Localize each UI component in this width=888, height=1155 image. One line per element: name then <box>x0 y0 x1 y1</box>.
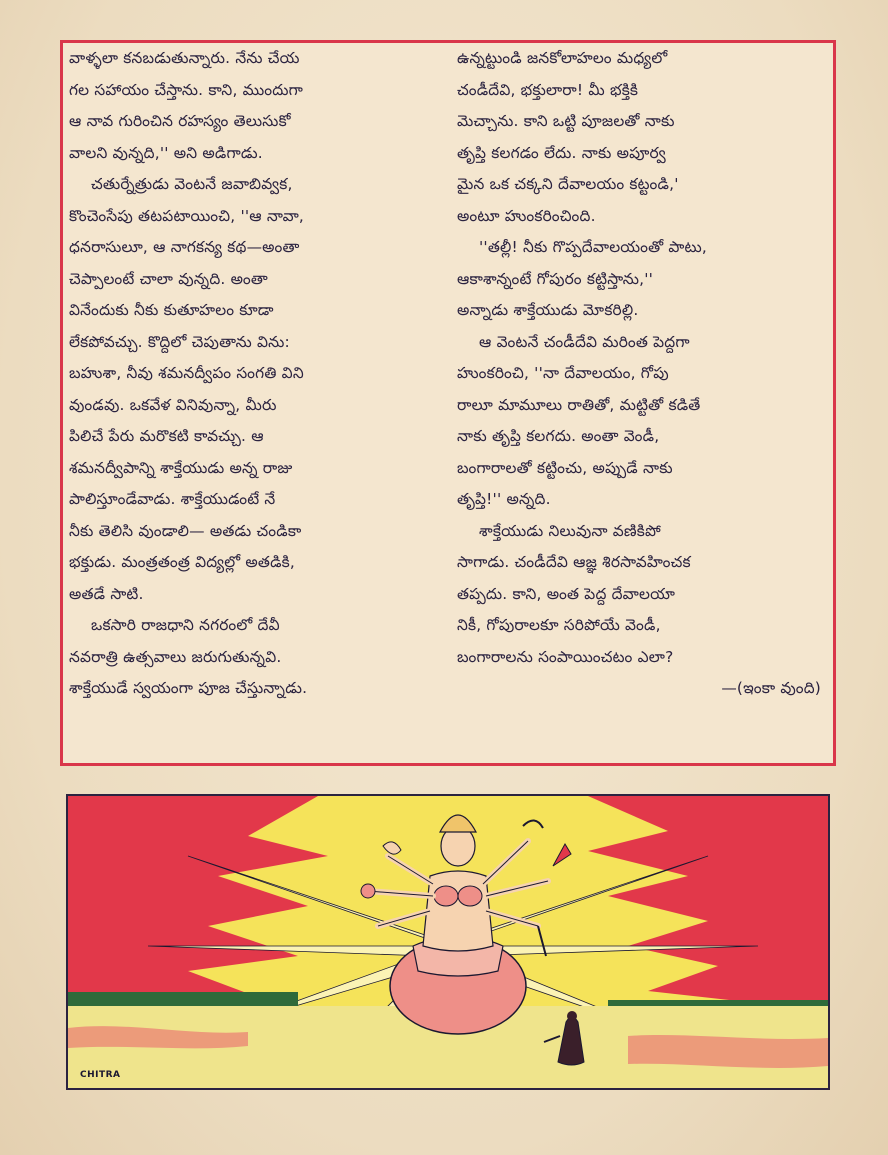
devotee-head <box>567 1011 577 1021</box>
text-line: వాలని వున్నది,'' అని అడిగాడు. <box>69 143 263 162</box>
text-line: పిలిచే పేరు మరొకటి కావచ్చు. ఆ <box>69 427 264 445</box>
artist-signature: CHITRA <box>80 1070 121 1080</box>
text-line: నవరాత్రి ఉత్సవాలు జరుగుతున్నవి. <box>69 647 282 666</box>
text-line: నికీ, గోపురాలకూ సరిపోయే వెండీ, <box>457 616 661 634</box>
text-line: శాక్తేయుడే స్వయంగా పూజ చేస్తున్నాడు. <box>69 679 308 697</box>
text-line: మెచ్చాను. కాని ఒట్టి పూజలతో నాకు <box>457 112 675 130</box>
text-line: ఆ వెంటనే చండీదేవి మరింత పెద్దగా <box>479 332 690 351</box>
text-line: ఒకసారి రాజధాని నగరంలో దేవీ <box>91 616 280 634</box>
text-line: శమనద్వీపాన్ని శాక్తేయుడు అన్న రాజు <box>69 458 293 477</box>
lotus-icon <box>361 884 375 898</box>
text-line: నాకు తృప్తి కలగదు. అంతా వెండీ, <box>457 427 660 445</box>
text-line: శాక్తేయుడు నిలువునా వణికిపో <box>479 521 661 540</box>
text-line: ఉన్నట్టుండి జనకోలాహలం మధ్యలో <box>457 49 668 67</box>
goddess-ornament <box>458 886 482 906</box>
treeline-left <box>68 992 298 1006</box>
right-text-column <box>457 43 827 705</box>
text-line: గల సహాయం చేస్తాను. కాని, ముందుగా <box>69 80 304 99</box>
text-line: ధనరాసులూ, ఆ నాగకన్య కథ—అంతా <box>69 238 300 256</box>
text-line: చతుర్నేత్రుడు వెంటనే జవాబివ్వక, <box>91 175 293 193</box>
text-line: హుంకరించి, ''నా దేవాలయం, గోపు <box>457 364 669 382</box>
text-line: బంగారాలను సంపాయించటం ఎలా? <box>457 647 674 666</box>
text-line: చండీదేవి, భక్తులారా! మీ భక్తికి <box>457 80 639 99</box>
text-line: భక్తుడు. మంత్రతంత్ర విద్యల్లో అతడికి, <box>69 553 295 571</box>
left-text-column <box>69 43 439 705</box>
illustration-artwork <box>68 796 828 1088</box>
text-line: లేకపోవచ్చు. కొద్దిలో చెపుతాను విను: <box>69 332 290 351</box>
text-line: నీకు తెలిసి వుండాలి— అతడు చండికా <box>69 521 302 540</box>
text-line: ''తల్లీ! నీకు గొప్పదేవాలయంతో పాటు, <box>479 238 707 256</box>
text-line: అంటూ హుంకరించింది. <box>457 206 596 225</box>
story-text-frame <box>60 40 836 766</box>
text-line: వినేందుకు నీకు కుతూహలం కూడా <box>69 301 274 319</box>
text-line: తప్పదు. కాని, అంత పెద్ద దేవాలయా <box>457 584 676 603</box>
text-line: అతడే సాటి. <box>69 584 144 603</box>
text-line: ఆ నావ గురించిన రహస్యం తెలుసుకో <box>69 112 291 130</box>
text-line: ఆకాశాన్నంటే గోపురం కట్టిస్తాను,'' <box>457 269 654 288</box>
ground-patch-right <box>628 1035 828 1068</box>
text-line: తృప్తి కలగడం లేదు. నాకు అపూర్వ <box>457 143 666 162</box>
text-line: బహుశా, నీవు శమనద్వీపం సంగతి విని <box>69 364 304 382</box>
text-line: పాలిస్తూండేవాడు. శాక్తేయుడంటే నే <box>69 490 276 508</box>
text-line: వుండవు. ఒకవేళ వినివున్నా, మీరు <box>69 395 277 414</box>
text-line: తృప్తి!'' అన్నది. <box>457 490 551 508</box>
text-line: వాళ్ళలా కనబడుతున్నారు. నేను చేయ <box>69 49 300 67</box>
text-line: కొంచెంసేపు తటపటాయించి, ''ఆ నావా, <box>69 206 305 225</box>
text-line: రాలూ మామూలు రాతితో, మట్టితో కడితే <box>457 395 701 414</box>
text-line: సాగాడు. చండీదేవి ఆజ్ఞ శిరసావహించక <box>457 553 691 571</box>
text-line: బంగారాలతో కట్టించు, అప్పుడే నాకు <box>457 458 673 477</box>
goddess-illustration <box>66 794 830 1090</box>
goddess-ornament <box>434 886 458 906</box>
text-line: అన్నాడు శాక్తేయుడు మోకరిల్లి. <box>457 301 639 319</box>
text-line: చెప్పాలంటే చాలా వున్నది. అంతా <box>69 269 268 288</box>
continued-note: —(ఇంకా వుంది) <box>721 679 821 697</box>
text-line: మైన ఒక చక్కని దేవాలయం కట్టండి,' <box>457 175 679 193</box>
